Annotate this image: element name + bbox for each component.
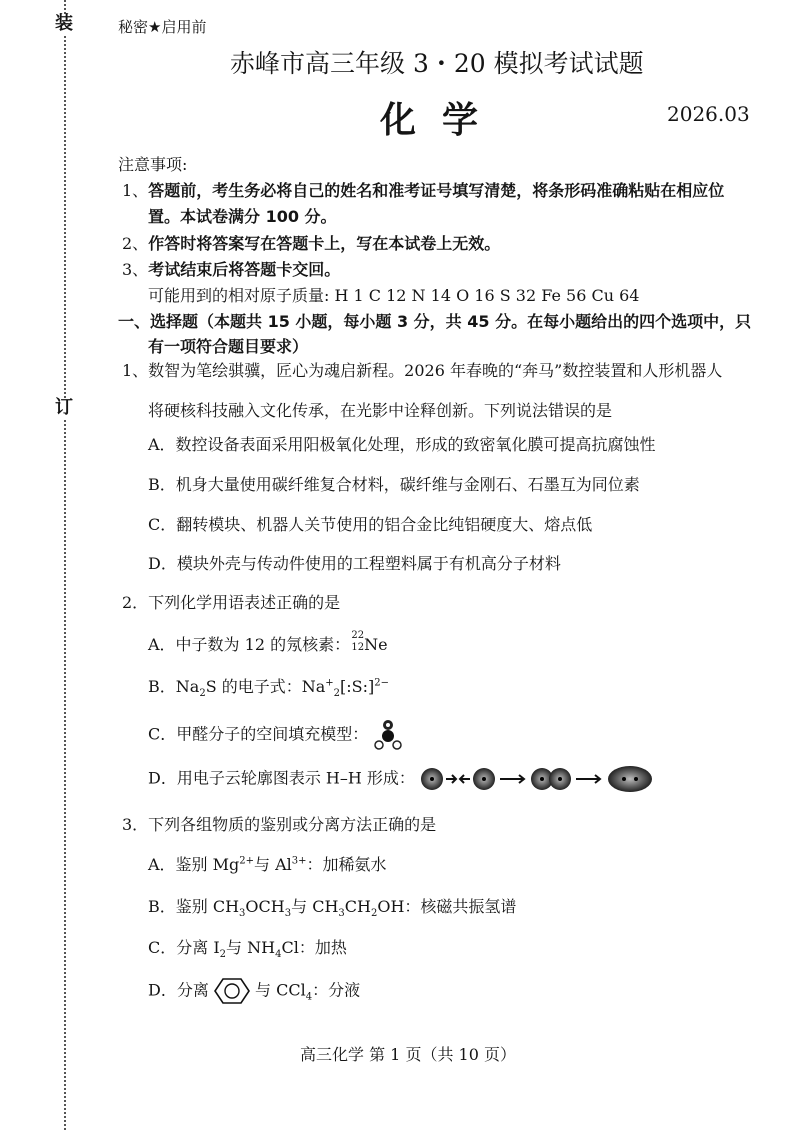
atomic-masses: 可能用到的相对原子质量: H 1 C 12 N 14 O 16 S 32 Fe 56 Cu 64 xyxy=(148,286,640,305)
subscript: 3 xyxy=(284,908,292,920)
option-text: 与 Al xyxy=(254,855,292,874)
option-text: 与 CH xyxy=(291,897,339,916)
charge: 2− xyxy=(374,677,390,689)
section-heading: 一、选择题（本题共 15 小题，每小题 3 分，共 45 分。在每小题给出的四个选项中，只 xyxy=(118,312,752,331)
exam-title: 赤峰市高三年级 3・20 模拟考试试题 xyxy=(230,49,644,78)
notes-heading: 注意事项: xyxy=(118,155,188,174)
option-text: B．鉴别 CH xyxy=(148,897,240,916)
note-item-1 xyxy=(122,178,724,201)
exam-date: 2026.03 xyxy=(667,102,750,126)
option-text: ：分液 xyxy=(312,980,361,1000)
question-3-option-d xyxy=(148,976,360,1006)
note-num: 2、 xyxy=(122,234,149,253)
question-1-option-c: C．翻转模块、机器人关节使用的铝合金比纯铝硬度大、熔点低 xyxy=(148,515,593,534)
element-symbol: Ne xyxy=(364,635,388,654)
question-1-option-d: D．模块外壳与传动件使用的工程塑料属于有机高分子材料 xyxy=(148,554,561,573)
subscript: 4 xyxy=(275,949,282,961)
option-text: D．用电子云轮廓图表示 H–H 形成： xyxy=(148,768,415,788)
subscript: 4 xyxy=(305,991,313,1003)
note-item-2 xyxy=(122,231,500,254)
question-1-stem-cont: 将硬核科技融入文化传承，在光影中诠释创新。下列说法错误的是 xyxy=(148,401,613,420)
formaldehyde-model-icon xyxy=(373,718,403,752)
note-text: 考试结束后将答题卡交回。 xyxy=(148,260,341,279)
question-3-option-c xyxy=(148,935,347,960)
electron-cloud-diagram-icon xyxy=(420,764,660,794)
option-text: S 的电子式：Na xyxy=(205,677,326,696)
option-text: D．分离 xyxy=(148,980,209,1000)
binding-line xyxy=(64,0,66,1130)
note-text: 作答时将答案写在答题卡上，写在本试卷上无效。 xyxy=(148,234,501,253)
question-1-option-b: B．机身大量使用碳纤维复合材料，碳纤维与金刚石、石墨互为同位素 xyxy=(148,475,640,494)
question-2-option-a xyxy=(148,632,388,655)
option-text: A．中子数为 12 的氖核素： xyxy=(148,635,351,654)
note-text: 答题前，考生务必将自己的姓名和准考证号填写清楚，将条形码准确粘贴在相应位 xyxy=(148,181,725,200)
question-1-stem: 1、数智为笔绘骐骥，匠心为魂启新程。2026 年春晚的“奔马”数控装置和人形机器人 xyxy=(122,361,723,380)
question-2-stem: 2．下列化学用语表述正确的是 xyxy=(122,593,341,612)
option-text: C．分离 I xyxy=(148,938,220,957)
charge: 3+ xyxy=(291,855,307,867)
electron-formula: [:S:] xyxy=(340,677,375,696)
subscript: 2 xyxy=(219,949,227,961)
option-text: OH：核磁共振氢谱 xyxy=(377,897,517,916)
option-text: 与 CCl xyxy=(255,980,306,1000)
question-3-option-a xyxy=(148,852,387,875)
question-2-option-d xyxy=(148,764,660,794)
subject-title: 化学 xyxy=(380,100,505,141)
option-text: 与 NH xyxy=(226,938,276,957)
benzene-ring-icon xyxy=(214,976,250,1006)
page-footer: 高三化学 第 1 页（共 10 页） xyxy=(300,1045,516,1064)
atomic-number: 12 xyxy=(351,642,365,653)
option-text: C．甲醛分子的空间填充模型： xyxy=(148,724,369,744)
option-text: Cl：加热 xyxy=(281,938,347,957)
subscript: 2 xyxy=(199,688,206,700)
margin-mark-ding: 订 xyxy=(55,397,73,418)
question-1-option-a: A．数控设备表面采用阳极氧化处理，形成的致密氧化膜可提高抗腐蚀性 xyxy=(148,435,656,454)
secret-label: 秘密★启用前 xyxy=(118,18,207,36)
charge: 2+ xyxy=(239,855,255,867)
option-text: CH xyxy=(344,897,371,916)
section-heading-cont: 有一项符合题目要求） xyxy=(148,337,309,356)
question-3-stem: 3．下列各组物质的鉴别或分离方法正确的是 xyxy=(122,815,437,834)
isotope-notation xyxy=(350,630,365,654)
note-num: 1、 xyxy=(122,181,149,200)
note-item-3 xyxy=(122,257,340,280)
question-2-option-b: B．$Na_2S$ 的电子式：$Na^+_2[:S:]^{2-}$ xyxy=(148,677,390,700)
option-text: ：加稀氨水 xyxy=(306,855,387,874)
option-text: A．鉴别 Mg xyxy=(148,855,240,874)
mass-number: 22 xyxy=(351,630,365,641)
margin-mark-zhuang: 装 xyxy=(55,13,73,34)
subscript: 3 xyxy=(338,908,345,920)
option-text: OCH xyxy=(245,897,285,916)
question-2-option-c xyxy=(148,718,403,752)
subscript: 3 xyxy=(239,908,246,920)
option-text: B．Na xyxy=(148,677,200,696)
note-num: 3、 xyxy=(122,260,149,279)
note-item-1-cont: 置。本试卷满分 100 分。 xyxy=(148,207,337,226)
question-3-option-b xyxy=(148,894,516,919)
subscript: 2 xyxy=(370,908,378,920)
